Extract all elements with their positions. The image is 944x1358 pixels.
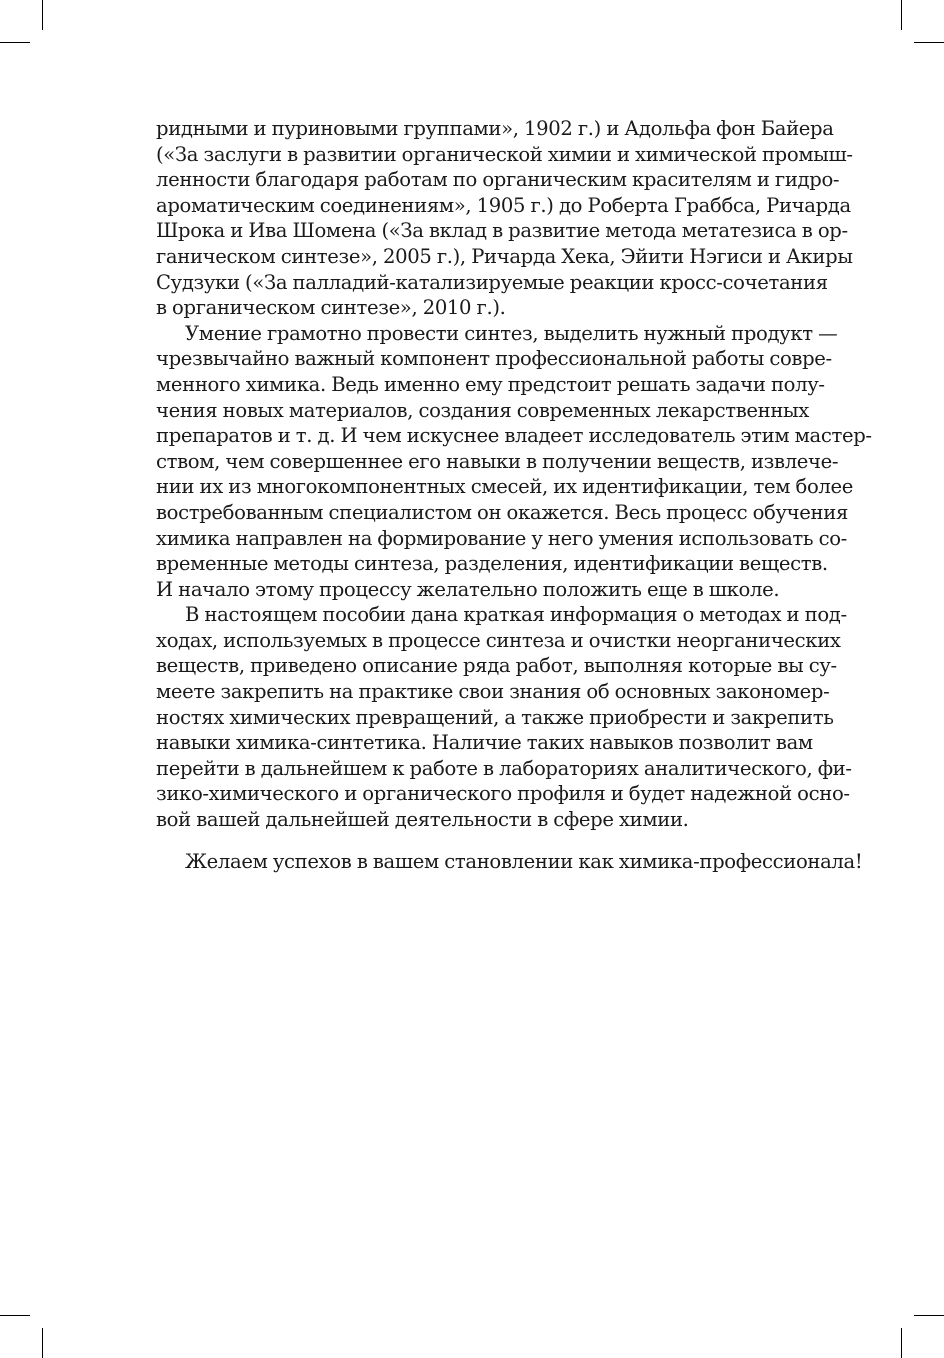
text-line: ридными и пуриновыми группами», 1902 г.) и Адольфа фон Байера <box>156 117 834 140</box>
closing-line: Желаем успехов в вашем становлении как химика-профессионала! <box>185 849 863 873</box>
text-line: в органическом синтезе», 2010 г.). <box>156 296 506 320</box>
text-line: химика направлен на формирование у него умения использовать со- <box>156 526 847 550</box>
text-line: ароматическим соединениям», 1905 г.) до Роберта Граббса, Ричарда <box>156 193 851 217</box>
text-line: ходах, используемых в процессе синтеза и очистки неорганических <box>156 628 841 652</box>
text-line: чрезвычайно важный компонент профессиональной работы совре- <box>156 347 832 371</box>
text-line: В настоящем пособии дана краткая информация о методах и под- <box>185 603 847 627</box>
page-body <box>156 116 872 874</box>
text-line: («За заслуги в развитии органической химии и химической промыш- <box>156 142 853 166</box>
text-line: И начало этому процессу желательно положить еще в школе. <box>156 577 780 601</box>
text-line: Судзуки («За палладий-катализируемые реакции кросс-сочетания <box>156 270 828 294</box>
text-line: вой вашей дальнейшей деятельности в сфере химии. <box>156 808 689 832</box>
text-line: веществ, приведено описание ряда работ, выполняя которые вы су- <box>156 654 837 678</box>
crop-mark-top-right-vertical <box>901 0 902 30</box>
text-line: ганическом синтезе», 2005 г.), Ричарда Хека, Эйити Нэгиси и Акиры <box>156 244 853 268</box>
text-line: зико-химического и органического профиля и будет надежной осно- <box>156 782 850 806</box>
text-line: Шрока и Ива Шомена («За вклад в развитие метода метатезиса в ор- <box>156 219 848 243</box>
text-line: чения новых материалов, создания современных лекарственных <box>156 398 809 422</box>
crop-mark-top-left-horizontal <box>0 42 30 43</box>
text-line: ленности благодаря работам по органическим красителям и гидро- <box>156 168 840 192</box>
text-line: нии их из многокомпонентных смесей, их идентификации, тем более <box>156 475 853 499</box>
paragraph-3 <box>156 602 852 832</box>
closing-paragraph <box>156 849 863 875</box>
text-line: менного химика. Ведь именно ему предстоит решать задачи полу- <box>156 372 825 396</box>
text-line: меете закрепить на практике свои знания об основных закономер- <box>156 680 830 704</box>
text-line: ностях химических превращений, а также приобрести и закрепить <box>156 705 834 729</box>
crop-mark-bottom-right-horizontal <box>914 1315 944 1316</box>
crop-mark-bottom-left-vertical <box>42 1328 43 1358</box>
crop-mark-top-right-horizontal <box>914 42 944 43</box>
crop-mark-top-left-vertical <box>42 0 43 30</box>
text-line: временные методы синтеза, разделения, идентификации веществ. <box>156 552 828 576</box>
paragraph-1 <box>156 116 853 321</box>
paragraph-2 <box>156 321 872 603</box>
text-line: навыки химика-синтетика. Наличие таких навыков позволит вам <box>156 731 813 755</box>
text-line: препаратов и т. д. И чем искуснее владеет исследователь этим мастер- <box>156 424 872 448</box>
text-line: Умение грамотно провести синтез, выделить нужный продукт — <box>185 321 838 345</box>
text-line: ством, чем совершеннее его навыки в получении веществ, извлече- <box>156 449 839 473</box>
text-line: востребованным специалистом он окажется. Весь процесс обучения <box>156 500 848 524</box>
crop-mark-bottom-left-horizontal <box>0 1315 30 1316</box>
crop-mark-bottom-right-vertical <box>901 1328 902 1358</box>
text-line: перейти в дальнейшем к работе в лабораториях аналитического, фи- <box>156 756 852 780</box>
